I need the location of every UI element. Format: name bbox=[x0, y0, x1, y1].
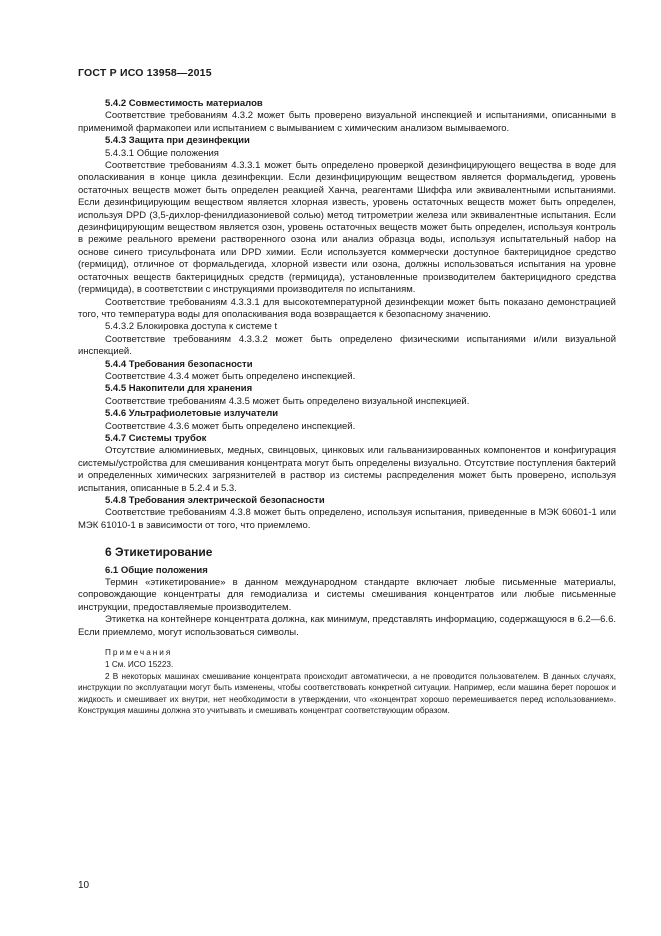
paragraph: Соответствие требованиям 4.3.8 может быть определено, используя испытания, приведенные в МЭК 60601-1 или МЭК 61010-1 в зависимости от того, что приемлемо. bbox=[78, 507, 616, 531]
page-number: 10 bbox=[78, 880, 90, 891]
subclause-heading-5-4-3-2: 5.4.3.2 Блокировка доступа к системе t bbox=[105, 321, 278, 333]
notes-block bbox=[78, 647, 616, 716]
clause-heading-5-4-7: 5.4.7 Системы трубок bbox=[105, 432, 207, 444]
subclause-heading-5-4-3-1: 5.4.3.1 Общие положения bbox=[105, 147, 219, 159]
paragraph: Отсутствие алюминиевых, медных, свинцовых, цинковых или гальванизированных компонентов и конфигурация системы/устройства для смешивания концентрата могут быть определены визуально. Отсутствие поступления бактерий и определенных химических загрязнителей в раствор из системы распределения может быть проверено, используя испытания, описанные в 5.2.4 и 5.3. bbox=[78, 445, 616, 494]
paragraph: Соответствие требованиям 4.3.3.1 может быть определено проверкой дезинфицирующего вещества в воде для ополаскивания в конце цикла дезинфекции. Если дезинфицирующим веществом является формальдегид, уровень остаточных веществ может быть определен реакцией Ханча, реагентами Шиффа или эквивалентными испытаниями. Если дезинфицирующим веществом является хлорная известь, уровень остаточных веществ может быть определен, используя DPD (3,5-дихлор-фенилдиазониевой солью) метод титрометрии железа или эквивалентные испытания. Если дезинфицирующим веществом является озон, уровень остаточных веществ может быть определен, используя контроль в режиме реального времени растворенного озона или анализ образца воды, используя испытательный набор на основе синего трисульфоната или DPD химии. Если используется коммерчески доступное бактерицидное средство (гермицид), отличное от формальдегида, хлорной извести или озона, должны использоваться испытания на уровне остаточных веществ бактерицидных средств (гермицида), установленные производителем бактерицидного средства (гермицида), в соответствии с инструкциями производителя по испытаниям. bbox=[78, 160, 616, 296]
clause-heading-5-4-4: 5.4.4 Требования безопасности bbox=[105, 358, 253, 370]
paragraph: Термин «этикетирование» в данном международном стандарте включает любые письменные материалы, сопровождающие концентраты для гемодиализа и системы смешивания концентратов или любые письменные инструкции, предоставляемые производителем. bbox=[78, 577, 616, 613]
clause-heading-5-4-3: 5.4.3 Защита при дезинфекции bbox=[105, 135, 250, 147]
paragraph: Этикетка на контейнере концентрата должна, как минимум, представлять информацию, содержащуюся в 6.2—6.6. Если приемлемо, могут использоваться символы. bbox=[78, 614, 616, 638]
clause-heading-5-4-6: 5.4.6 Ультрафиолетовые излучатели bbox=[105, 408, 279, 420]
paragraph: Соответствие требованиям 4.3.5 может быть определено визуальной инспекцией. bbox=[105, 395, 470, 407]
paragraph: Соответствие требованиям 4.3.3.2 может быть определено физическими испытаниями и/или визуальной инспекцией. bbox=[78, 333, 616, 358]
notes-heading: Примечания bbox=[105, 648, 173, 658]
clause-heading-5-4-5: 5.4.5 Накопители для хранения bbox=[105, 383, 253, 395]
clause-heading-6-1: 6.1 Общие положения bbox=[105, 564, 208, 576]
note-item: 2 В некоторых машинах смешивание концентрата происходит автоматически, а не проводится пользователем. В данных случаях, инструкции по эксплуатации могут быть изменены, чтобы соответствовать конкретной ситуации. Например, если машина берет порошок и жидкость и смешивает их внутри, нет необходимости в утверждении, что «концентрат хорошо перемешивается перед использованием». Конструкция машины должна это учитывать и смешивать концентрат соответствующим образом. bbox=[78, 671, 616, 716]
clause-heading-5-4-2: 5.4.2 Совместимость материалов bbox=[105, 98, 263, 109]
clause-heading-5-4-8: 5.4.8 Требования электрической безопасности bbox=[105, 495, 325, 506]
paragraph: Соответствие требованиям 4.3.3.1 для высокотемпературной дезинфекции может быть показано демонстрацией того, что температура воды для ополаскивания вода возвращается к безопасному значению. bbox=[78, 296, 616, 320]
note-item: 1 См. ИСО 15223. bbox=[105, 660, 174, 670]
paragraph: Соответствие требованиям 4.3.2 может быть проверено визуальной инспекцией и испытаниями, описанными в применимой фармакопеи или испытанием с вымыванием с химическим анализом вымываемого. bbox=[78, 110, 616, 134]
document-header: ГОСТ Р ИСО 13958—2015 bbox=[78, 67, 212, 79]
paragraph: Соответствие 4.3.4 может быть определено инспекцией. bbox=[105, 370, 356, 382]
document-body bbox=[78, 98, 616, 717]
section-heading-6: 6 Этикетирование bbox=[105, 545, 213, 560]
paragraph: Соответствие 4.3.6 может быть определено инспекцией. bbox=[105, 420, 356, 432]
